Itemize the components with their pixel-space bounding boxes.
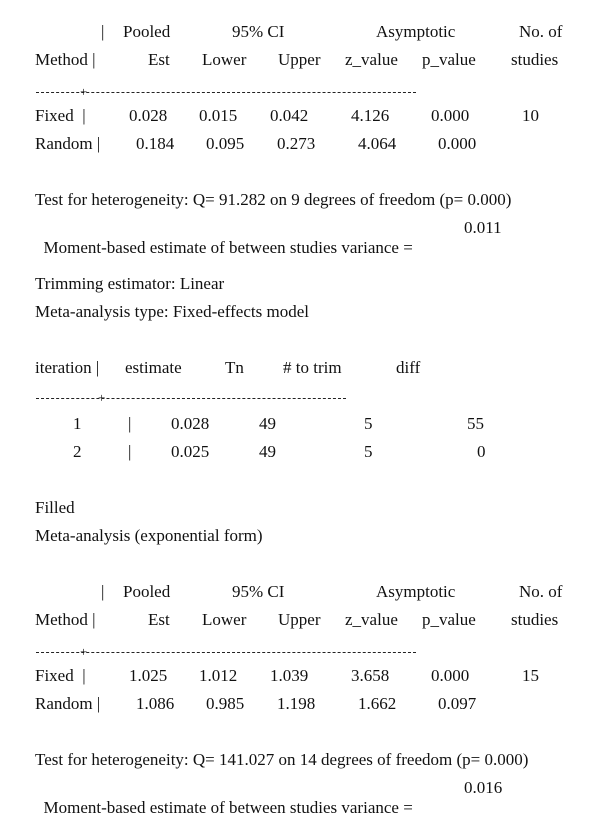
header-p-value: p_value (422, 50, 476, 69)
row-to-trim: 5 (364, 442, 373, 461)
header-z-value: z_value (345, 50, 398, 69)
header-method: Method | (35, 610, 96, 629)
exponential-form-label: Meta-analysis (exponential form) (35, 526, 263, 545)
row-lower: 0.095 (206, 134, 245, 153)
header-lower: Lower (202, 50, 247, 69)
header-z-value: z_value (345, 610, 398, 629)
divider-plus: + (80, 84, 88, 99)
header-upper: Upper (278, 610, 321, 629)
moment-value: 0.016 (464, 778, 503, 797)
row-studies: 10 (522, 106, 539, 125)
header-upper: Upper (278, 50, 321, 69)
header-asymptotic: Asymptotic (376, 22, 456, 41)
row-p-value: 0.097 (438, 694, 477, 713)
header-pooled: Pooled (123, 22, 171, 41)
row-p-value: 0.000 (438, 134, 477, 153)
row-est: 1.086 (136, 694, 175, 713)
heterogeneity-test-1: Test for heterogeneity: Q= 91.282 on 9 degrees of freedom (p= 0.000) (35, 190, 512, 209)
heterogeneity-test-2: Test for heterogeneity: Q= 141.027 on 14 degrees of freedom (p= 0.000) (35, 750, 529, 769)
row-estimate: 0.025 (171, 442, 210, 461)
header-separator: | (101, 582, 105, 601)
moment-estimate-1 (35, 218, 413, 258)
row-upper: 1.039 (270, 666, 309, 685)
row-est: 0.184 (136, 134, 175, 153)
row-separator: | (128, 414, 132, 433)
row-method: Random | (35, 134, 101, 153)
header-lower: Lower (202, 610, 247, 629)
row-est: 1.025 (129, 666, 168, 685)
header-pooled: Pooled (123, 582, 171, 601)
row-diff: 55 (467, 414, 484, 433)
row-lower: 0.015 (199, 106, 238, 125)
row-lower: 0.985 (206, 694, 245, 713)
row-method: Random | (35, 694, 101, 713)
row-upper: 1.198 (277, 694, 316, 713)
header-ci: 95% CI (232, 582, 285, 601)
row-iteration: 2 (73, 442, 82, 461)
row-diff: 0 (477, 442, 486, 461)
row-z-value: 3.658 (351, 666, 390, 685)
header-est: Est (148, 610, 170, 629)
header-studies: studies (511, 50, 559, 69)
row-separator: | (128, 442, 132, 461)
divider-plus: + (80, 644, 88, 659)
row-tn: 49 (259, 414, 276, 433)
row-to-trim: 5 (364, 414, 373, 433)
row-lower: 1.012 (199, 666, 238, 685)
row-studies: 15 (522, 666, 539, 685)
header-no-of: No. of (519, 22, 563, 41)
divider-plus: + (98, 390, 106, 405)
header-no-of: No. of (519, 582, 563, 601)
row-z-value: 4.064 (358, 134, 397, 153)
row-est: 0.028 (129, 106, 168, 125)
header-tn: Tn (225, 358, 244, 377)
header-studies: studies (511, 610, 559, 629)
header-p-value: p_value (422, 610, 476, 629)
row-p-value: 0.000 (431, 106, 470, 125)
header-est: Est (148, 50, 170, 69)
header-to-trim: # to trim (283, 358, 342, 377)
row-estimate: 0.028 (171, 414, 210, 433)
moment-label: Moment-based estimate of between studies variance = (43, 238, 413, 257)
table-divider (36, 652, 416, 653)
header-estimate: estimate (125, 358, 182, 377)
moment-value: 0.011 (464, 218, 502, 237)
header-method: Method | (35, 50, 96, 69)
moment-label: Moment-based estimate of between studies variance = (43, 798, 413, 817)
header-ci: 95% CI (232, 22, 285, 41)
row-tn: 49 (259, 442, 276, 461)
row-iteration: 1 (73, 414, 82, 433)
meta-analysis-type: Meta-analysis type: Fixed-effects model (35, 302, 309, 321)
row-method: Fixed | (35, 666, 86, 685)
row-upper: 0.042 (270, 106, 309, 125)
moment-estimate-2 (35, 778, 413, 818)
header-iteration: iteration | (35, 358, 100, 377)
table-divider (36, 398, 346, 399)
filled-label: Filled (35, 498, 75, 517)
row-z-value: 1.662 (358, 694, 397, 713)
header-diff: diff (396, 358, 421, 377)
row-p-value: 0.000 (431, 666, 470, 685)
row-upper: 0.273 (277, 134, 316, 153)
header-asymptotic: Asymptotic (376, 582, 456, 601)
row-z-value: 4.126 (351, 106, 390, 125)
header-separator: | (101, 22, 105, 41)
trimming-estimator: Trimming estimator: Linear (35, 274, 225, 293)
table-divider (36, 92, 416, 93)
row-method: Fixed | (35, 106, 86, 125)
